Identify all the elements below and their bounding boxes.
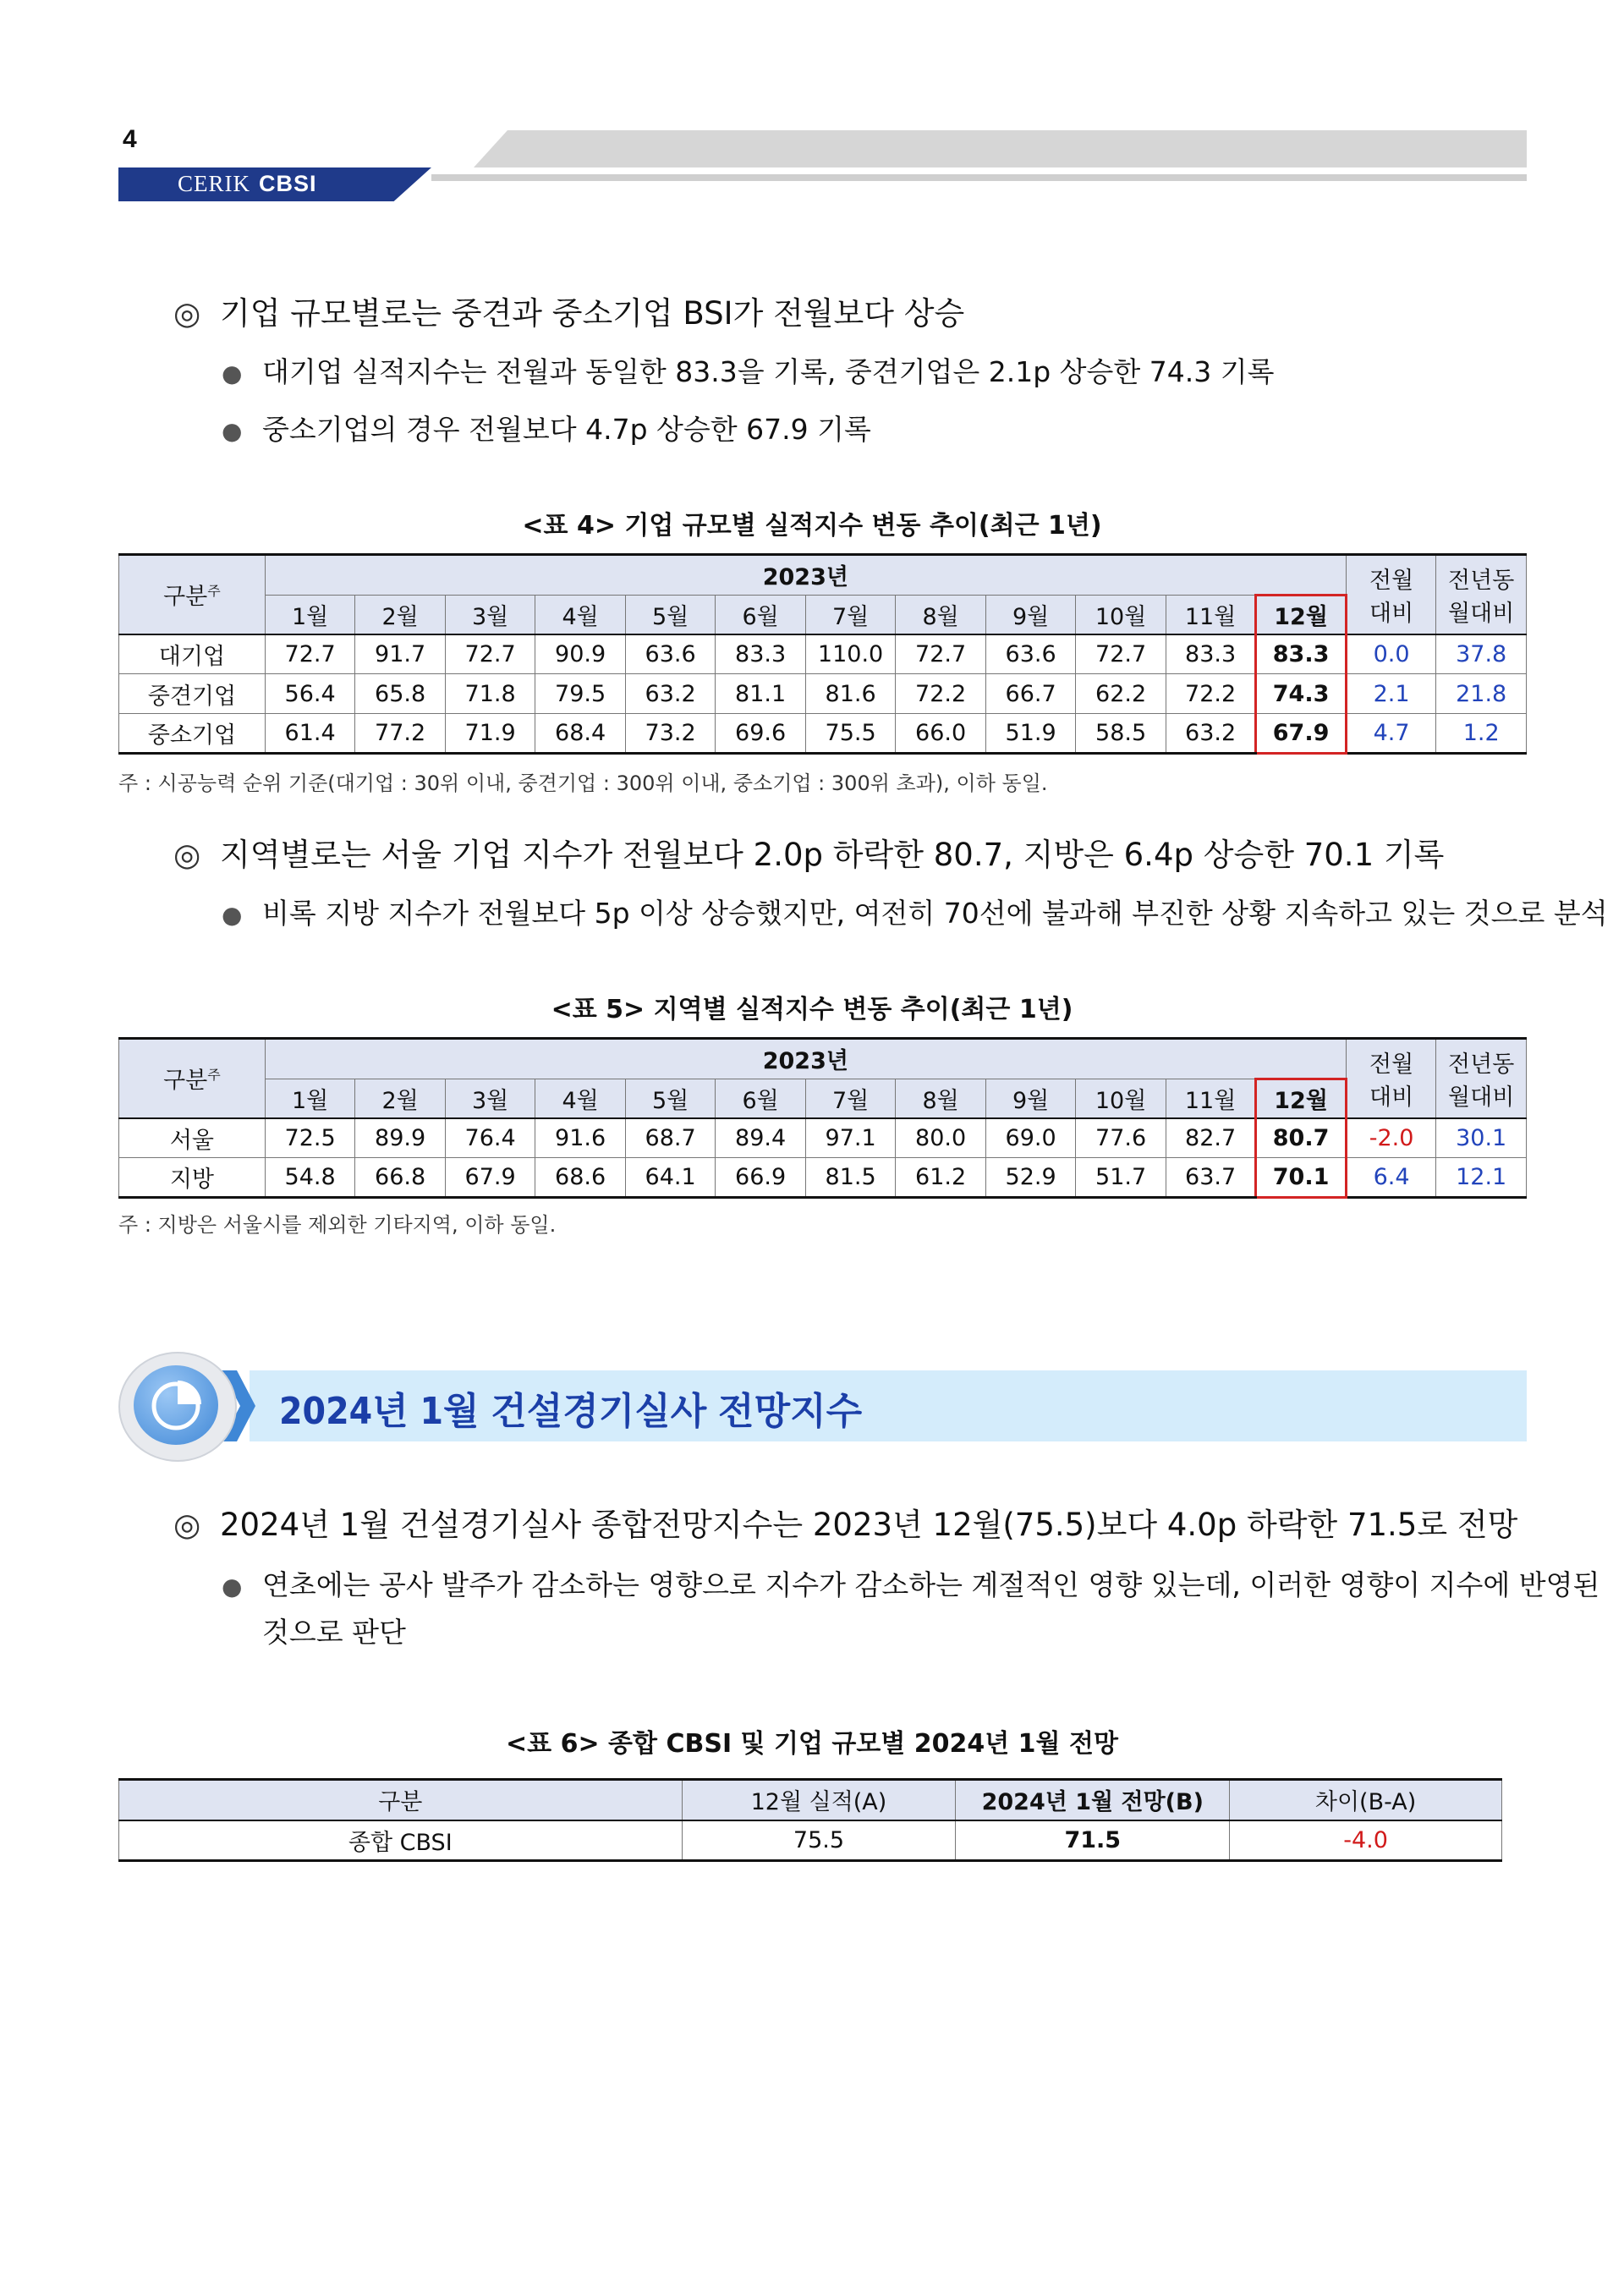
table4-month: 8월 bbox=[896, 596, 986, 634]
table5-year-header: 2023년 bbox=[265, 1039, 1346, 1079]
table6 bbox=[118, 1778, 1502, 1862]
table5-month: 9월 bbox=[985, 1079, 1076, 1118]
row-label: 지방 bbox=[119, 1158, 266, 1198]
table5-caption: <표 5> 지역별 실적지수 변동 추이(최근 1년) bbox=[551, 995, 1073, 1024]
bullet-dot-icon: ● bbox=[222, 901, 243, 929]
value-cell: 72.7 bbox=[896, 634, 986, 674]
page-number: 4 bbox=[123, 125, 137, 153]
pie-chart-icon bbox=[144, 1374, 208, 1436]
value-cell: 68.6 bbox=[535, 1158, 626, 1198]
highlight-cell: 70.1 bbox=[1256, 1158, 1347, 1198]
table4-mom-header: 전월 대비 bbox=[1346, 555, 1436, 634]
value-cell: 79.5 bbox=[535, 674, 626, 714]
table4-month-row bbox=[119, 596, 1527, 634]
value-cell: 63.7 bbox=[1166, 1158, 1256, 1198]
bullet-dot-icon: ● bbox=[222, 360, 243, 387]
header-gray-band bbox=[474, 130, 1527, 167]
value-cell: 62.2 bbox=[1076, 674, 1166, 714]
value-cell: 63.6 bbox=[625, 634, 716, 674]
table5-month: 6월 bbox=[716, 1079, 806, 1118]
logo-cbsi: CBSI bbox=[259, 171, 317, 196]
value-cell: 76.4 bbox=[445, 1118, 535, 1158]
value-cell: 52.9 bbox=[985, 1158, 1076, 1198]
value-cell: 51.9 bbox=[985, 714, 1076, 754]
yoy-cell: 37.8 bbox=[1436, 634, 1527, 674]
table-row bbox=[119, 1158, 1527, 1198]
value-cell: 66.9 bbox=[716, 1158, 806, 1198]
section3-sub1-line1: 연초에는 공사 발주가 감소하는 영향으로 지수가 감소하는 계절적인 영향 있는데, 이러한 영향이 지수에 반영된 bbox=[262, 1568, 1600, 1601]
table5-month: 2월 bbox=[355, 1079, 446, 1118]
table5-month: 5월 bbox=[625, 1079, 716, 1118]
value-cell: 63.2 bbox=[625, 674, 716, 714]
table4-month: 2월 bbox=[355, 596, 446, 634]
value-cell: 97.1 bbox=[805, 1118, 896, 1158]
table4-month: 1월 bbox=[265, 596, 355, 634]
value-cell: 82.7 bbox=[1166, 1118, 1256, 1158]
table5 bbox=[118, 1037, 1527, 1199]
bullet-dot-icon: ● bbox=[222, 1573, 243, 1600]
section2-sub1-text: 비록 지방 지수가 전월보다 5p 이상 상승했지만, 여전히 70선에 불과해 부진한 상황 지속하고 있는 것으로 분석 bbox=[262, 897, 1608, 930]
section2-bullet bbox=[173, 829, 1444, 875]
value-cell: 77.6 bbox=[1076, 1118, 1166, 1158]
yoy-cell: 12.1 bbox=[1436, 1158, 1527, 1198]
highlight-cell: 83.3 bbox=[1256, 634, 1347, 674]
value-cell: 80.0 bbox=[896, 1118, 986, 1158]
table4-month-highlight: 12월 bbox=[1256, 596, 1347, 634]
value-cell: 89.4 bbox=[716, 1118, 806, 1158]
value-cell: 77.2 bbox=[355, 714, 446, 754]
value-cell: 110.0 bbox=[805, 634, 896, 674]
double-circle-icon: ◎ bbox=[173, 837, 201, 873]
section1-sub2 bbox=[222, 406, 871, 455]
section1-bullet bbox=[173, 288, 964, 333]
value-cell: 66.8 bbox=[355, 1158, 446, 1198]
value-cell: 69.0 bbox=[985, 1118, 1076, 1158]
row-label: 중소기업 bbox=[119, 714, 266, 754]
header-logo bbox=[178, 171, 317, 197]
table5-month-row bbox=[119, 1079, 1527, 1118]
section3-sub1 bbox=[222, 1562, 1599, 1611]
table6-caption: <표 6> 종합 CBSI 및 기업 규모별 2024년 1월 전망 bbox=[506, 1729, 1118, 1759]
value-cell: 72.7 bbox=[265, 634, 355, 674]
mom-cell: 6.4 bbox=[1346, 1158, 1436, 1198]
table4-yoy-header: 전년동 월대비 bbox=[1436, 555, 1527, 634]
section1-sub2-text: 중소기업의 경우 전월보다 4.7p 상승한 67.9 기록 bbox=[262, 413, 871, 446]
table4-month: 7월 bbox=[805, 596, 896, 634]
table5-mom-header: 전월 대비 bbox=[1346, 1039, 1436, 1118]
value-cell: 72.2 bbox=[896, 674, 986, 714]
table-row bbox=[119, 674, 1527, 714]
value-cell: 58.5 bbox=[1076, 714, 1166, 754]
highlight-cell: 80.7 bbox=[1256, 1118, 1347, 1158]
value-cell: 63.2 bbox=[1166, 714, 1256, 754]
highlight-cell: 74.3 bbox=[1256, 674, 1347, 714]
section2-bullet-text: 지역별로는 서울 기업 지수가 전월보다 2.0p 하락한 80.7, 지방은 6.4p 상승한 70.1 기록 bbox=[220, 837, 1445, 873]
table6-actual: 75.5 bbox=[682, 1820, 956, 1861]
row-label: 서울 bbox=[119, 1118, 266, 1158]
section1-sub1 bbox=[222, 349, 1274, 398]
table6-row bbox=[119, 1820, 1502, 1861]
value-cell: 71.9 bbox=[445, 714, 535, 754]
value-cell: 67.9 bbox=[445, 1158, 535, 1198]
value-cell: 90.9 bbox=[535, 634, 626, 674]
table5-month: 1월 bbox=[265, 1079, 355, 1118]
table-row bbox=[119, 1118, 1527, 1158]
table4-month: 9월 bbox=[985, 596, 1076, 634]
value-cell: 83.3 bbox=[1166, 634, 1256, 674]
mom-cell: 4.7 bbox=[1346, 714, 1436, 754]
table5-month: 3월 bbox=[445, 1079, 535, 1118]
value-cell: 91.7 bbox=[355, 634, 446, 674]
table5-yoy-header: 전년동 월대비 bbox=[1436, 1039, 1527, 1118]
section3-bullet bbox=[173, 1499, 1517, 1545]
value-cell: 51.7 bbox=[1076, 1158, 1166, 1198]
table4-month: 5월 bbox=[625, 596, 716, 634]
table4 bbox=[118, 553, 1527, 755]
value-cell: 71.8 bbox=[445, 674, 535, 714]
value-cell: 56.4 bbox=[265, 674, 355, 714]
value-cell: 66.0 bbox=[896, 714, 986, 754]
table6-header: 구분 bbox=[119, 1780, 683, 1820]
table5-month-highlight: 12월 bbox=[1256, 1079, 1347, 1118]
row-label: 대기업 bbox=[119, 634, 266, 674]
table4-month: 6월 bbox=[716, 596, 806, 634]
table6-header: 2024년 1월 전망(B) bbox=[956, 1780, 1230, 1820]
table5-col-label: 구분$^주$ bbox=[119, 1039, 266, 1118]
table5-month: 11월 bbox=[1166, 1079, 1256, 1118]
table4-note: 주 : 시공능력 순위 기준(대기업 : 30위 이내, 중견기업 : 300위 이내, 중소기업 : 300위 초과), 이하 동일. bbox=[118, 771, 1048, 795]
table5-month: 7월 bbox=[805, 1079, 896, 1118]
table4-col-label: 구분$^주$ bbox=[119, 555, 266, 634]
yoy-cell: 30.1 bbox=[1436, 1118, 1527, 1158]
table5-month: 8월 bbox=[896, 1079, 986, 1118]
mom-cell: -2.0 bbox=[1346, 1118, 1436, 1158]
value-cell: 75.5 bbox=[805, 714, 896, 754]
value-cell: 61.4 bbox=[265, 714, 355, 754]
value-cell: 91.6 bbox=[535, 1118, 626, 1158]
value-cell: 81.1 bbox=[716, 674, 806, 714]
highlight-cell: 67.9 bbox=[1256, 714, 1347, 754]
logo-cerik: CERIK bbox=[178, 171, 250, 196]
table6-diff: -4.0 bbox=[1230, 1820, 1502, 1861]
table6-row-name: 종합 CBSI bbox=[119, 1820, 683, 1861]
table5-month: 4월 bbox=[535, 1079, 626, 1118]
value-cell: 65.8 bbox=[355, 674, 446, 714]
table4-month: 10월 bbox=[1076, 596, 1166, 634]
table4-month: 11월 bbox=[1166, 596, 1256, 634]
value-cell: 54.8 bbox=[265, 1158, 355, 1198]
value-cell: 64.1 bbox=[625, 1158, 716, 1198]
value-cell: 89.9 bbox=[355, 1118, 446, 1158]
table4-year-header: 2023년 bbox=[265, 555, 1346, 596]
mom-cell: 0.0 bbox=[1346, 634, 1436, 674]
value-cell: 72.2 bbox=[1166, 674, 1256, 714]
double-circle-icon: ◎ bbox=[173, 1507, 201, 1543]
value-cell: 63.6 bbox=[985, 634, 1076, 674]
table4-month: 4월 bbox=[535, 596, 626, 634]
value-cell: 83.3 bbox=[716, 634, 806, 674]
value-cell: 81.5 bbox=[805, 1158, 896, 1198]
table-row bbox=[119, 634, 1527, 674]
value-cell: 81.6 bbox=[805, 674, 896, 714]
section1-sub1-text: 대기업 실적지수는 전월과 동일한 83.3을 기록, 중견기업은 2.1p 상승한 74.3 기록 bbox=[262, 355, 1275, 388]
value-cell: 68.7 bbox=[625, 1118, 716, 1158]
table4-caption: <표 4> 기업 규모별 실적지수 변동 추이(최근 1년) bbox=[522, 511, 1102, 541]
table5-note: 주 : 지방은 서울시를 제외한 기타지역, 이하 동일. bbox=[118, 1213, 557, 1237]
table4-month: 3월 bbox=[445, 596, 535, 634]
table6-header: 차이(B-A) bbox=[1230, 1780, 1502, 1820]
section-banner-title: 2024년 1월 건설경기실사 전망지수 bbox=[279, 1390, 863, 1433]
value-cell: 73.2 bbox=[625, 714, 716, 754]
table5-month: 10월 bbox=[1076, 1079, 1166, 1118]
value-cell: 66.7 bbox=[985, 674, 1076, 714]
row-label: 중견기업 bbox=[119, 674, 266, 714]
value-cell: 72.7 bbox=[445, 634, 535, 674]
section1-bullet-text: 기업 규모별로는 중견과 중소기업 BSI가 전월보다 상승 bbox=[220, 295, 965, 332]
section3-bullet-text: 2024년 1월 건설경기실사 종합전망지수는 2023년 12월(75.5)보다 4.0p 하락한 71.5로 전망 bbox=[220, 1507, 1518, 1543]
value-cell: 61.2 bbox=[896, 1158, 986, 1198]
bullet-dot-icon: ● bbox=[222, 417, 243, 445]
value-cell: 69.6 bbox=[716, 714, 806, 754]
yoy-cell: 21.8 bbox=[1436, 674, 1527, 714]
table6-header: 12월 실적(A) bbox=[682, 1780, 956, 1820]
table-row bbox=[119, 714, 1527, 754]
header-gray-line bbox=[431, 174, 1527, 181]
yoy-cell: 1.2 bbox=[1436, 714, 1527, 754]
mom-cell: 2.1 bbox=[1346, 674, 1436, 714]
table6-forecast: 71.5 bbox=[956, 1820, 1230, 1861]
value-cell: 72.5 bbox=[265, 1118, 355, 1158]
section2-sub1 bbox=[222, 890, 1608, 939]
value-cell: 72.7 bbox=[1076, 634, 1166, 674]
double-circle-icon: ◎ bbox=[173, 295, 201, 332]
section3-sub1-cont: 것으로 판단 bbox=[262, 1616, 406, 1649]
value-cell: 68.4 bbox=[535, 714, 626, 754]
